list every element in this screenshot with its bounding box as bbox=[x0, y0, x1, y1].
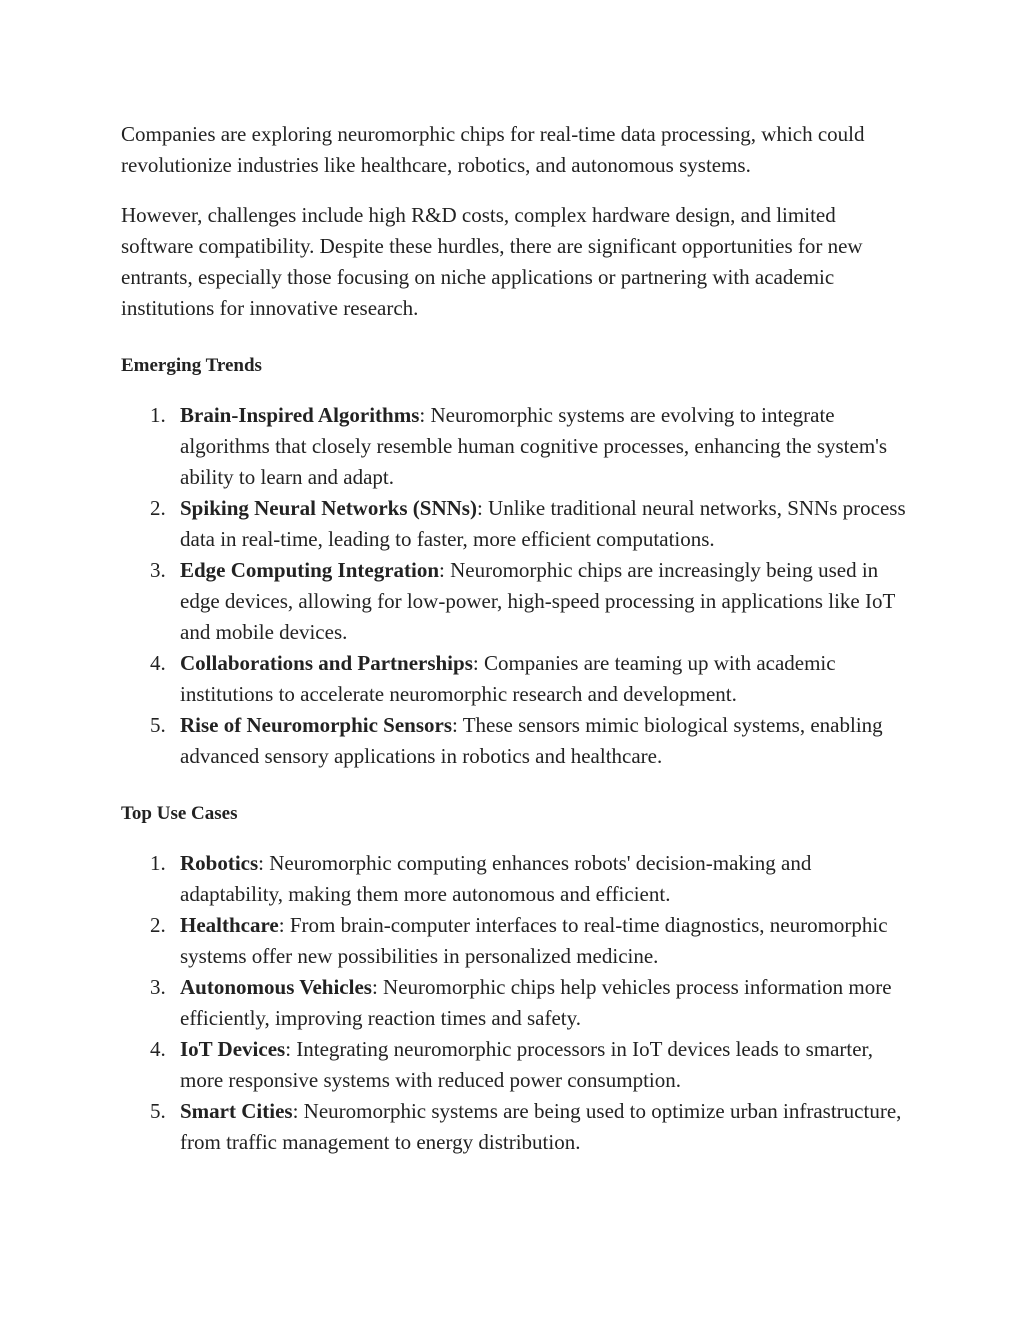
list-item bbox=[121, 972, 911, 1034]
list-item bbox=[121, 400, 911, 493]
list-item-term: Autonomous Vehicles bbox=[180, 975, 372, 999]
list-number: 5. bbox=[150, 1099, 166, 1123]
list-number: 3. bbox=[150, 558, 166, 582]
list-item bbox=[121, 710, 911, 772]
list-number: 4. bbox=[150, 1037, 166, 1061]
list-number: 5. bbox=[150, 713, 166, 737]
list-item-term: Edge Computing Integration bbox=[180, 558, 440, 582]
list-item bbox=[121, 910, 911, 972]
list-item-text: : Unlike traditional neural networks, SNNs process data in real-time, leading to faster, more efficient computations. bbox=[180, 496, 906, 551]
emerging-trends-heading: Emerging Trends bbox=[121, 355, 262, 376]
list-item bbox=[121, 848, 911, 910]
list-number: 2. bbox=[150, 913, 166, 937]
list-item bbox=[121, 555, 911, 648]
list-item-term: Brain-Inspired Algorithms bbox=[180, 403, 420, 427]
list-item-term: Smart Cities bbox=[180, 1099, 293, 1123]
list-item-term: Rise of Neuromorphic Sensors bbox=[180, 713, 453, 737]
top-use-cases-list bbox=[121, 848, 911, 1158]
list-number: 4. bbox=[150, 651, 166, 675]
intro-paragraph: Companies are exploring neuromorphic chips for real-time data processing, which could revolutionize industries like healthcare, robotics, and autonomous systems. bbox=[121, 122, 865, 177]
list-item-term: Spiking Neural Networks (SNNs) bbox=[180, 496, 477, 520]
list-item-text: : Neuromorphic computing enhances robots' decision-making and adaptability, making them more autonomous and efficient. bbox=[180, 851, 812, 906]
list-number: 1. bbox=[150, 403, 166, 427]
list-item-text: : These sensors mimic biological systems, enabling advanced sensory applications in robotics and healthcare. bbox=[180, 713, 883, 768]
list-item-text: : Neuromorphic chips are increasingly being used in edge devices, allowing for low-power, high-speed processing in applications like IoT and mobile devices. bbox=[180, 558, 895, 644]
list-item-text: : Neuromorphic systems are evolving to integrate algorithms that closely resemble human cognitive processes, enhancing the system's ability to learn and adapt. bbox=[180, 403, 888, 489]
list-item-term: Collaborations and Partnerships bbox=[180, 651, 473, 675]
list-item-term: IoT Devices bbox=[180, 1037, 286, 1061]
list-item-text: : Neuromorphic chips help vehicles process information more efficiently, improving reaction times and safety. bbox=[180, 975, 892, 1030]
list-item-text: : Companies are teaming up with academic institutions to accelerate neuromorphic research and development. bbox=[180, 651, 836, 706]
top-use-cases-heading: Top Use Cases bbox=[121, 803, 238, 824]
list-number: 1. bbox=[150, 851, 166, 875]
list-number: 2. bbox=[150, 496, 166, 520]
emerging-trends-list bbox=[121, 400, 911, 772]
list-item-text: : Neuromorphic systems are being used to optimize urban infrastructure, from traffic management to energy distribution. bbox=[180, 1099, 902, 1154]
list-item-term: Robotics bbox=[180, 851, 259, 875]
list-item bbox=[121, 1096, 911, 1158]
list-item-text: : From brain-computer interfaces to real-time diagnostics, neuromorphic systems offer new possibilities in personalized medicine. bbox=[180, 913, 888, 968]
list-item-term: Healthcare bbox=[180, 913, 279, 937]
list-number: 3. bbox=[150, 975, 166, 999]
list-item bbox=[121, 1034, 911, 1096]
list-item bbox=[121, 493, 911, 555]
document-page bbox=[121, 119, 911, 1158]
list-item-text: : Integrating neuromorphic processors in IoT devices leads to smarter, more responsive systems with reduced power consumption. bbox=[180, 1037, 873, 1092]
list-item bbox=[121, 648, 911, 710]
challenges-paragraph: However, challenges include high R&D costs, complex hardware design, and limited software compatibility. Despite these hurdles, there are significant opportunities for new entrants, especially those focusing on niche applications or partnering with academic institutions for innovative research. bbox=[121, 203, 863, 320]
